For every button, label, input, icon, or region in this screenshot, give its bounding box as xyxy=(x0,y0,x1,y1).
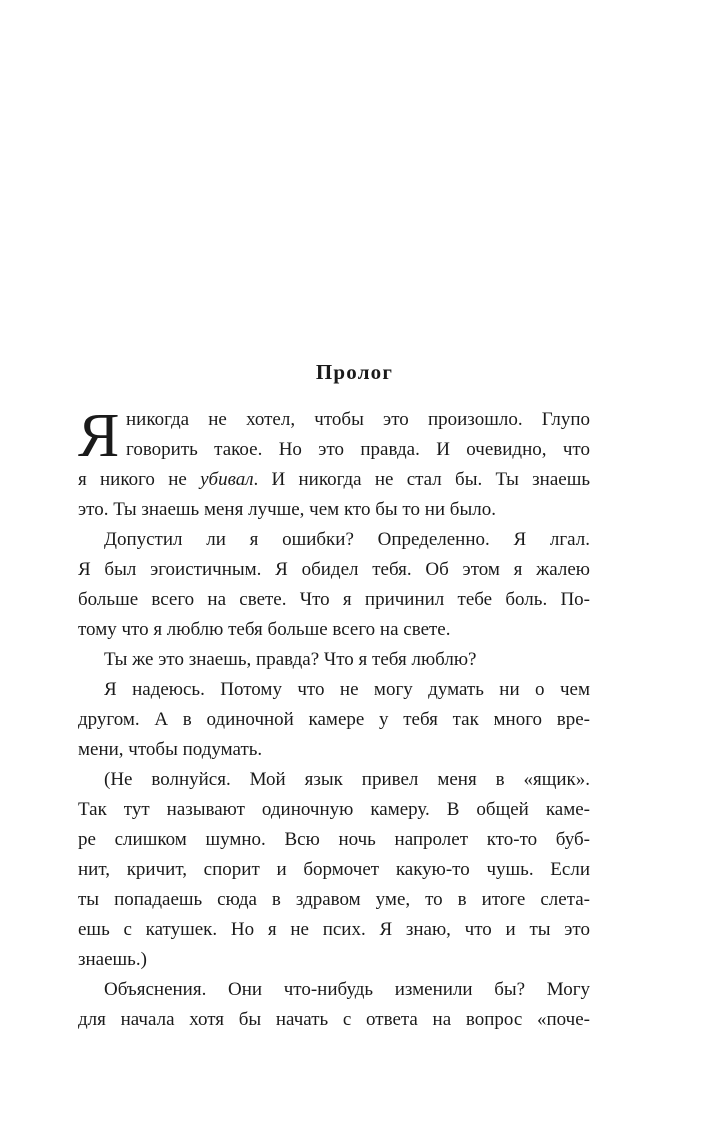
text-line: больше всего на свете. Что я причинил тебе боль. По- xyxy=(78,589,590,610)
text-line: Объяснения. Они что-нибудь изменили бы? Могу xyxy=(104,979,590,1000)
text-line xyxy=(78,465,590,495)
text-line: Так тут называют одиночную камеру. В общей каме- xyxy=(78,799,590,820)
paragraph xyxy=(78,765,590,975)
text-line: ешь с катушек. Но я не псих. Я знаю, что и ты это xyxy=(78,919,590,940)
paragraph xyxy=(78,675,590,765)
text-fragment: я никого не xyxy=(78,469,187,490)
text-line: никогда не хотел, чтобы это произошло. Глупо xyxy=(126,409,590,430)
paragraph xyxy=(78,525,590,645)
text-line: мени, чтобы подумать. xyxy=(78,739,263,760)
paragraph xyxy=(78,645,590,675)
body-text xyxy=(78,402,591,1035)
text-line: Я был эгоистичным. Я обидел тебя. Об этом я жалею xyxy=(78,559,590,580)
drop-cap: Я xyxy=(78,402,120,470)
text-line: (Не волнуйся. Мой язык привел меня в «ящик». xyxy=(104,769,590,790)
paragraph xyxy=(78,975,590,1035)
paragraph xyxy=(78,402,591,525)
text-line: ре слишком шумно. Всю ночь напролет кто-то буб- xyxy=(78,829,590,850)
chapter-title: Пролог xyxy=(315,360,394,384)
text-line: Ты же это знаешь, правда? Что я тебя люблю? xyxy=(104,649,477,670)
text-fragment: . И никогда не стал бы. Ты знаешь xyxy=(253,469,591,490)
text-line: ты попадаешь сюда в здравом уме, то в итоге слета- xyxy=(78,889,590,910)
text-line: Я надеюсь. Потому что не могу думать ни о чем xyxy=(104,679,590,700)
text-line: Допустил ли я ошибки? Определенно. Я лгал. xyxy=(104,529,590,550)
text-line: знаешь.) xyxy=(78,949,147,970)
emphasis-text: убивал xyxy=(200,469,254,490)
text-line: другом. А в одиночной камере у тебя так много вре- xyxy=(78,709,590,730)
text-line: говорить такое. Но это правда. И очевидно, что xyxy=(126,439,590,460)
text-line: для начала хотя бы начать с ответа на вопрос «поче- xyxy=(78,1009,590,1030)
text-line: нит, кричит, спорит и бормочет какую-то чушь. Если xyxy=(78,859,590,880)
text-line: тому что я люблю тебя больше всего на свете. xyxy=(78,619,451,640)
text-line: это. Ты знаешь меня лучше, чем кто бы то ни было. xyxy=(78,499,496,520)
